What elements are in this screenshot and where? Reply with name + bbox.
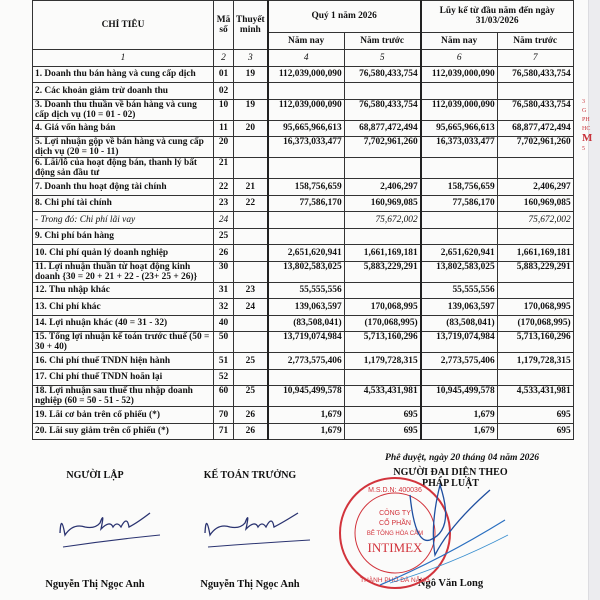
- table-row: [33, 228, 574, 245]
- row-ytd-last-year: 76,580,433,754: [497, 99, 573, 120]
- header-q1-last-year: Năm trước: [344, 32, 421, 49]
- row-code: 23: [214, 195, 234, 212]
- row-q1-last-year: 68,877,472,494: [344, 120, 421, 137]
- row-q1-last-year: 695: [344, 407, 421, 424]
- row-ytd-this-year: (83,508,041): [421, 315, 498, 332]
- table-row: [33, 261, 574, 282]
- row-ytd-last-year: 160,969,085: [497, 195, 573, 212]
- row-q1-last-year: 5,713,160,296: [344, 332, 421, 353]
- row-note: [234, 137, 268, 158]
- row-note: [234, 369, 268, 386]
- table-row: [33, 195, 574, 212]
- row-ytd-last-year: 75,672,002: [497, 212, 573, 229]
- row-q1-this-year: 77,586,170: [268, 195, 345, 212]
- row-ytd-this-year: 2,773,575,406: [421, 353, 498, 370]
- row-note: 25: [234, 353, 268, 370]
- row-q1-this-year: [268, 228, 345, 245]
- row-label: 3. Doanh thu thuần về bán hàng và cung cấp dịch vụ (10 = 01 - 02): [33, 99, 214, 120]
- row-ytd-last-year: 5,883,229,291: [497, 261, 573, 282]
- header-q1-this-year: Năm nay: [268, 32, 345, 49]
- row-code: 71: [214, 423, 234, 440]
- row-q1-last-year: [344, 282, 421, 299]
- row-ytd-this-year: [421, 228, 498, 245]
- row-q1-this-year: 1,679: [268, 423, 345, 440]
- row-ytd-last-year: 76,580,433,754: [497, 66, 573, 83]
- row-label: 18. Lợi nhuận sau thuế thu nhập doanh nghiệp (60 = 50 - 51 - 52): [33, 386, 214, 407]
- row-q1-last-year: 7,702,961,260: [344, 137, 421, 158]
- row-ytd-this-year: 16,373,033,477: [421, 137, 498, 158]
- stamp-ring-bottom: THÀNH PHỐ ĐÀ NẴNG: [360, 577, 430, 584]
- row-q1-last-year: [344, 83, 421, 100]
- row-q1-last-year: 76,580,433,754: [344, 99, 421, 120]
- stamp-ring-top: M.S.D.N: 400036: [368, 487, 422, 494]
- table-row: [33, 66, 574, 83]
- row-label: 19. Lãi cơ bản trên cổ phiếu (*): [33, 407, 214, 424]
- row-label: 1. Doanh thu bán hàng và cung cấp dịch: [33, 66, 214, 83]
- row-q1-last-year: 76,580,433,754: [344, 66, 421, 83]
- signature-name: Ngô Văn Long: [417, 578, 484, 589]
- header-ytd-last-year: Năm trước: [497, 32, 573, 49]
- table-row: [33, 282, 574, 299]
- row-label: - Trong đó: Chi phí lãi vay: [33, 212, 214, 229]
- row-ytd-this-year: 1,679: [421, 407, 498, 424]
- row-q1-last-year: [344, 158, 421, 179]
- handwritten-signature-3: [360, 465, 510, 595]
- row-ytd-last-year: 170,068,995: [497, 299, 573, 316]
- row-code: 32: [214, 299, 234, 316]
- row-q1-this-year: 16,373,033,477: [268, 137, 345, 158]
- header-ytd-group: Lũy kế từ đầu năm đến ngày 31/03/2026: [421, 1, 574, 33]
- row-ytd-this-year: 139,063,597: [421, 299, 498, 316]
- row-ytd-last-year: 695: [497, 407, 573, 424]
- row-ytd-last-year: (170,068,995): [497, 315, 573, 332]
- header-indicator: CHỈ TIÊU: [33, 1, 214, 50]
- table-row: [33, 120, 574, 137]
- table-row: [33, 245, 574, 262]
- signature-title: KẾ TOÁN TRƯỞNG: [203, 470, 297, 481]
- row-ytd-this-year: 2,651,620,941: [421, 245, 498, 262]
- row-code: 26: [214, 245, 234, 262]
- row-label: 6. Lãi/lỗ của hoạt động bán, thanh lý bất động sản đầu tư: [33, 158, 214, 179]
- row-ytd-last-year: 1,179,728,315: [497, 353, 573, 370]
- row-q1-last-year: 75,672,002: [344, 212, 421, 229]
- row-q1-this-year: 95,665,966,613: [268, 120, 345, 137]
- row-note: 20: [234, 120, 268, 137]
- row-note: 26: [234, 407, 268, 424]
- row-note: 22: [234, 195, 268, 212]
- column-number-row: [33, 50, 574, 67]
- row-label: 15. Tổng lợi nhuận kế toán trước thuế (50 = 30 + 40): [33, 332, 214, 353]
- row-ytd-this-year: 55,555,556: [421, 282, 498, 299]
- row-q1-this-year: 139,063,597: [268, 299, 345, 316]
- signature-name: Nguyễn Thị Ngọc Anh: [45, 579, 145, 590]
- row-note: 19: [234, 66, 268, 83]
- table-row: [33, 423, 574, 440]
- row-q1-last-year: 2,406,297: [344, 179, 421, 196]
- row-q1-this-year: 158,756,659: [268, 179, 345, 196]
- signature-title: NGƯỜI LẬP: [66, 470, 124, 481]
- table-row: [33, 369, 574, 386]
- row-ytd-last-year: [497, 282, 573, 299]
- row-ytd-this-year: 1,679: [421, 423, 498, 440]
- row-ytd-last-year: [497, 369, 573, 386]
- row-note: 19: [234, 99, 268, 120]
- row-ytd-last-year: 1,661,169,181: [497, 245, 573, 262]
- row-code: 51: [214, 353, 234, 370]
- table-row: [33, 83, 574, 100]
- row-code: 10: [214, 99, 234, 120]
- row-q1-last-year: 160,969,085: [344, 195, 421, 212]
- table-row: [33, 158, 574, 179]
- row-label: 13. Chi phí khác: [33, 299, 214, 316]
- viewer-scroll-edge: [588, 0, 600, 600]
- row-code: 21: [214, 158, 234, 179]
- signature-name: Nguyễn Thị Ngọc Anh: [200, 579, 300, 590]
- row-note: 23: [234, 282, 268, 299]
- signature-title: NGƯỜI ĐẠI DIỆN THEO PHÁP LUẬT: [393, 467, 508, 489]
- row-q1-this-year: [268, 212, 345, 229]
- row-note: [234, 83, 268, 100]
- row-label: 11. Lợi nhuận thuần từ hoạt động kinh doanh {30 = 20 + 21 + 22 - (23+ 25 + 26)}: [33, 261, 214, 282]
- row-q1-this-year: 1,679: [268, 407, 345, 424]
- row-note: 26: [234, 423, 268, 440]
- table-row: [33, 315, 574, 332]
- row-q1-last-year: 5,883,229,291: [344, 261, 421, 282]
- row-q1-this-year: 13,719,074,984: [268, 332, 345, 353]
- row-code: 50: [214, 332, 234, 353]
- col-num: 4: [268, 50, 345, 67]
- row-q1-last-year: 695: [344, 423, 421, 440]
- row-label: 16. Chi phí thuế TNDN hiện hành: [33, 353, 214, 370]
- table-row: [33, 99, 574, 120]
- row-ytd-last-year: [497, 228, 573, 245]
- row-code: 20: [214, 137, 234, 158]
- row-q1-this-year: (83,508,041): [268, 315, 345, 332]
- row-label: 12. Thu nhập khác: [33, 282, 214, 299]
- stamp-brand: INTIMEX: [367, 540, 423, 555]
- row-code: 24: [214, 212, 234, 229]
- row-q1-last-year: 1,179,728,315: [344, 353, 421, 370]
- row-q1-this-year: 112,039,000,090: [268, 99, 345, 120]
- row-label: 8. Chi phí tài chính: [33, 195, 214, 212]
- row-q1-this-year: 55,555,556: [268, 282, 345, 299]
- row-ytd-this-year: 95,665,966,613: [421, 120, 498, 137]
- row-note: 21: [234, 179, 268, 196]
- row-code: 11: [214, 120, 234, 137]
- col-num: 5: [344, 50, 421, 67]
- row-label: 20. Lãi suy giảm trên cổ phiếu (*): [33, 423, 214, 440]
- row-q1-last-year: 1,661,169,181: [344, 245, 421, 262]
- row-code: 60: [214, 386, 234, 407]
- row-label: 10. Chi phí quản lý doanh nghiệp: [33, 245, 214, 262]
- row-ytd-last-year: 5,713,160,296: [497, 332, 573, 353]
- adjacent-stamp-fragment: 3 G PH HC M 5: [582, 99, 593, 152]
- row-ytd-last-year: 68,877,472,494: [497, 120, 573, 137]
- row-label: 7. Doanh thu hoạt động tài chính: [33, 179, 214, 196]
- table-row: [33, 212, 574, 229]
- col-num: 2: [214, 50, 234, 67]
- row-label: 14. Lợi nhuận khác (40 = 31 - 32): [33, 315, 214, 332]
- row-q1-last-year: 170,068,995: [344, 299, 421, 316]
- row-ytd-this-year: 10,945,499,578: [421, 386, 498, 407]
- row-q1-this-year: 112,039,000,090: [268, 66, 345, 83]
- row-note: [234, 212, 268, 229]
- table-row: [33, 137, 574, 158]
- row-ytd-this-year: 13,802,583,025: [421, 261, 498, 282]
- row-q1-this-year: [268, 83, 345, 100]
- row-code: 22: [214, 179, 234, 196]
- table-row: [33, 407, 574, 424]
- row-note: [234, 261, 268, 282]
- row-note: [234, 315, 268, 332]
- col-num: 7: [497, 50, 573, 67]
- row-ytd-this-year: [421, 83, 498, 100]
- row-ytd-last-year: 2,406,297: [497, 179, 573, 196]
- row-q1-last-year: [344, 369, 421, 386]
- handwritten-signature-1: [55, 505, 165, 550]
- stamp-line3: BÊ TÔNG HÒA CẦM: [366, 531, 424, 537]
- header-ytd-this-year: Năm nay: [421, 32, 498, 49]
- header-q1-group: Quý 1 năm 2026: [268, 1, 421, 33]
- row-label: 2. Các khoản giảm trừ doanh thu: [33, 83, 214, 100]
- row-code: 70: [214, 407, 234, 424]
- row-code: 01: [214, 66, 234, 83]
- row-label: 17. Chi phí thuế TNDN hoãn lại: [33, 369, 214, 386]
- row-ytd-this-year: [421, 158, 498, 179]
- row-code: 52: [214, 369, 234, 386]
- row-code: 40: [214, 315, 234, 332]
- income-statement-table: [32, 0, 574, 440]
- row-q1-this-year: 2,773,575,406: [268, 353, 345, 370]
- row-q1-this-year: 2,651,620,941: [268, 245, 345, 262]
- handwritten-signature-2: [200, 505, 315, 550]
- row-q1-this-year: 10,945,499,578: [268, 386, 345, 407]
- table-row: [33, 353, 574, 370]
- row-note: 24: [234, 299, 268, 316]
- stamp-line1: CÔNG TY: [379, 510, 411, 517]
- row-ytd-last-year: 4,533,431,981: [497, 386, 573, 407]
- row-q1-this-year: 13,802,583,025: [268, 261, 345, 282]
- row-ytd-this-year: 112,039,000,090: [421, 66, 498, 83]
- table-row: [33, 386, 574, 407]
- table-row: [33, 299, 574, 316]
- approval-date: Phê duyệt, ngày 20 tháng 04 năm 2026: [385, 452, 540, 463]
- row-ytd-this-year: 158,756,659: [421, 179, 498, 196]
- row-ytd-last-year: [497, 158, 573, 179]
- row-ytd-last-year: [497, 83, 573, 100]
- row-q1-this-year: [268, 369, 345, 386]
- row-ytd-last-year: 695: [497, 423, 573, 440]
- col-num: 3: [234, 50, 268, 67]
- row-label: 9. Chi phí bán hàng: [33, 228, 214, 245]
- row-ytd-this-year: 77,586,170: [421, 195, 498, 212]
- row-ytd-this-year: 112,039,000,090: [421, 99, 498, 120]
- row-q1-last-year: (170,068,995): [344, 315, 421, 332]
- row-note: 25: [234, 386, 268, 407]
- stamp-line2: CỔ PHẦN: [379, 520, 411, 527]
- table-row: [33, 179, 574, 196]
- row-label: 5. Lợi nhuận gộp về bán hàng và cung cấp dịch vụ (20 = 10 - 11): [33, 137, 214, 158]
- row-note: [234, 245, 268, 262]
- row-note: [234, 332, 268, 353]
- table-row: [33, 332, 574, 353]
- row-code: 25: [214, 228, 234, 245]
- header-note: Thuyết minh: [234, 1, 268, 50]
- row-ytd-this-year: [421, 369, 498, 386]
- row-ytd-this-year: [421, 212, 498, 229]
- row-ytd-last-year: 7,702,961,260: [497, 137, 573, 158]
- row-q1-last-year: [344, 228, 421, 245]
- header-code: Mã số: [214, 1, 234, 50]
- col-num: 6: [421, 50, 498, 67]
- row-note: [234, 228, 268, 245]
- row-ytd-this-year: 13,719,074,984: [421, 332, 498, 353]
- col-num: 1: [33, 50, 214, 67]
- row-q1-this-year: [268, 158, 345, 179]
- row-code: 02: [214, 83, 234, 100]
- row-q1-last-year: 4,533,431,981: [344, 386, 421, 407]
- row-code: 31: [214, 282, 234, 299]
- row-note: [234, 158, 268, 179]
- row-label: 4. Giá vốn hàng bán: [33, 120, 214, 137]
- row-code: 30: [214, 261, 234, 282]
